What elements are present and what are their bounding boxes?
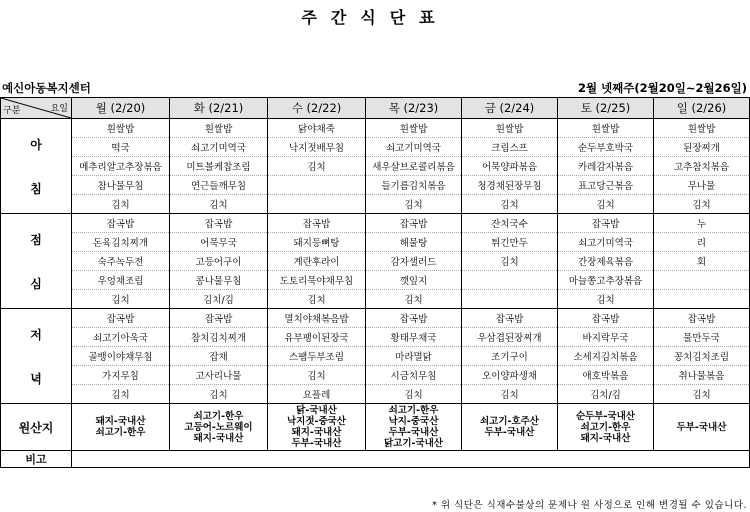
menu-item: 오이양파생채 — [462, 366, 558, 385]
day-header: 목 (2/23) — [366, 98, 462, 119]
origin-cell — [170, 404, 268, 451]
menu-item: 어묵무국 — [170, 233, 268, 252]
menu-item: 무나물 — [654, 176, 750, 195]
menu-item: 떡국 — [72, 138, 170, 157]
menu-item: 흰쌀밥 — [462, 119, 558, 138]
menu-item: 잡곡밥 — [72, 309, 170, 328]
menu-row — [1, 328, 750, 347]
menu-row — [1, 157, 750, 176]
menu-item: 김치 — [366, 290, 462, 309]
meal-label — [1, 309, 72, 404]
origin-line: 돼지-국내산 — [291, 427, 342, 438]
menu-item: 새우살브로콜리볶음 — [366, 157, 462, 176]
menu-item: 청경채된장무침 — [462, 176, 558, 195]
day-header: 월 (2/20) — [72, 98, 170, 119]
origin-line: 두부-국내산 — [291, 438, 342, 449]
menu-item: 참치김치찌개 — [170, 328, 268, 347]
menu-item: 요플레 — [268, 385, 366, 404]
menu-item: 흰쌀밥 — [72, 119, 170, 138]
origin-line: 낙지젓-중국산 — [286, 416, 346, 427]
menu-item: 가지무침 — [72, 366, 170, 385]
day-header: 화 (2/21) — [170, 98, 268, 119]
menu-item: 잡곡밥 — [558, 309, 654, 328]
menu-item — [654, 271, 750, 290]
menu-item: 돼지등뼈탕 — [268, 233, 366, 252]
day-header: 금 (2/24) — [462, 98, 558, 119]
menu-item — [462, 271, 558, 290]
menu-item: 누 — [654, 214, 750, 233]
menu-row — [1, 233, 750, 252]
menu-item: 김치 — [72, 195, 170, 214]
menu-item: 리 — [654, 233, 750, 252]
menu-row — [1, 309, 750, 328]
corner-day-label: 요일 — [50, 104, 68, 114]
menu-item: 크림스프 — [462, 138, 558, 157]
menu-item: 어묵양파볶음 — [462, 157, 558, 176]
menu-row — [1, 290, 750, 309]
menu-item: 김치 — [170, 195, 268, 214]
menu-item: 김치 — [462, 252, 558, 271]
menu-item: 마늘쫑고추장볶음 — [558, 271, 654, 290]
origin-line: 낙지-중국산 — [388, 416, 439, 427]
menu-item: 김치 — [366, 195, 462, 214]
menu-item: 마라멸닭 — [366, 347, 462, 366]
origin-label: 원산지 — [1, 404, 72, 451]
menu-row — [1, 138, 750, 157]
menu-item: 회 — [654, 252, 750, 271]
menu-item: 쇠고기미역국 — [170, 138, 268, 157]
meal-label-bottom: 녁 — [30, 371, 42, 386]
origin-line: 돼지-국내산 — [95, 416, 146, 427]
menu-item: 잔치국수 — [462, 214, 558, 233]
note-cell — [72, 451, 750, 468]
menu-item: 김치 — [462, 385, 558, 404]
menu-item: 바지락무국 — [558, 328, 654, 347]
meal-body — [1, 119, 750, 404]
page-title: 주간식단표 — [301, 8, 449, 27]
menu-item: 김치 — [170, 385, 268, 404]
menu-row — [1, 195, 750, 214]
meal-label-top: 저 — [30, 327, 42, 342]
menu-item: 김치 — [462, 195, 558, 214]
header-row — [1, 98, 750, 119]
meal-label-top: 점 — [30, 232, 42, 247]
menu-item: 물만두국 — [654, 328, 750, 347]
menu-row — [1, 119, 750, 138]
menu-item — [462, 290, 558, 309]
menu-item: 취나물볶음 — [654, 366, 750, 385]
origin-cell — [268, 404, 366, 451]
menu-item: 콩나물무침 — [170, 271, 268, 290]
menu-item: 조기구이 — [462, 347, 558, 366]
day-header: 토 (2/25) — [558, 98, 654, 119]
menu-item: 흰쌀밥 — [170, 119, 268, 138]
menu-item: 간장제육볶음 — [558, 252, 654, 271]
menu-item: 감자샐러드 — [366, 252, 462, 271]
menu-item: 소세지김치볶음 — [558, 347, 654, 366]
menu-item: 잡곡밥 — [268, 214, 366, 233]
menu-item: 꽁치김치조림 — [654, 347, 750, 366]
menu-item: 김치 — [654, 195, 750, 214]
menu-item: 들기름김치볶음 — [366, 176, 462, 195]
origin-row — [1, 404, 750, 451]
menu-item — [268, 195, 366, 214]
menu-row — [1, 366, 750, 385]
menu-item: 된장찌개 — [654, 138, 750, 157]
menu-item: 잡곡밥 — [170, 214, 268, 233]
menu-item: 김치 — [72, 290, 170, 309]
menu-item: 미트볼케찹조림 — [170, 157, 268, 176]
menu-item: 골뱅이야채무침 — [72, 347, 170, 366]
origin-line: 쇠고기-호주산 — [479, 416, 539, 427]
menu-item: 쇠고기미역국 — [558, 233, 654, 252]
note-row — [1, 451, 750, 468]
menu-item: 잡곡밥 — [366, 214, 462, 233]
menu-item: 김치 — [654, 385, 750, 404]
menu-item: 애호박볶음 — [558, 366, 654, 385]
menu-item: 황태무채국 — [366, 328, 462, 347]
note-label: 비고 — [1, 451, 72, 468]
menu-item: 잡곡밥 — [462, 309, 558, 328]
menu-item: 돈육김치찌개 — [72, 233, 170, 252]
menu-row — [1, 385, 750, 404]
menu-item: 흰쌀밥 — [366, 119, 462, 138]
menu-item: 깻잎지 — [366, 271, 462, 290]
menu-item: 김치 — [268, 290, 366, 309]
menu-item: 고추참치볶음 — [654, 157, 750, 176]
menu-item: 고등어구이 — [170, 252, 268, 271]
menu-item: 도토리묵야채무침 — [268, 271, 366, 290]
origin-cell — [654, 404, 750, 451]
menu-item: 김치/김 — [558, 385, 654, 404]
menu-row — [1, 176, 750, 195]
center-name: 예신아동복지센터 — [2, 81, 91, 95]
menu-item: 계란후라이 — [268, 252, 366, 271]
corner-cell — [1, 98, 72, 119]
menu-item: 잡곡밥 — [366, 309, 462, 328]
menu-item: 잡곡밥 — [558, 214, 654, 233]
origin-line: 쇠고기-한우 — [193, 410, 244, 422]
menu-item: 김치 — [268, 157, 366, 176]
meal-label-bottom: 침 — [30, 181, 42, 196]
origin-line: 돼지-국내산 — [580, 432, 631, 444]
menu-item: 스팸두부조림 — [268, 347, 366, 366]
day-header: 수 (2/22) — [268, 98, 366, 119]
origin-line: 닭-국내산 — [296, 405, 337, 416]
origin-line: 쇠고기-한우 — [95, 427, 146, 438]
menu-item: 카레감자볶음 — [558, 157, 654, 176]
origin-line: 닭고기-국내산 — [383, 438, 443, 449]
menu-item: 잡채 — [170, 347, 268, 366]
notice-text: * 위 식단은 식재수불상의 문제나 원 사정으로 인해 변경될 수 있습니다. — [432, 500, 747, 511]
menu-item: 쇠고기미역국 — [366, 138, 462, 157]
origin-cell — [72, 404, 170, 451]
origin-cell — [558, 404, 654, 451]
menu-item: 낙지젓배무침 — [268, 138, 366, 157]
menu-item: 잡곡밥 — [170, 309, 268, 328]
origin-line: 순두부-국내산 — [575, 410, 635, 422]
menu-item — [268, 176, 366, 195]
menu-row — [1, 252, 750, 271]
origin-cell — [366, 404, 462, 451]
menu-item: 숙주녹두전 — [72, 252, 170, 271]
menu-item: 순두부호박국 — [558, 138, 654, 157]
menu-item: 김치 — [366, 385, 462, 404]
origin-line: 돼지-국내산 — [193, 432, 244, 444]
menu-row — [1, 214, 750, 233]
menu-item: 메추리알고추장볶음 — [72, 157, 170, 176]
origin-cell — [462, 404, 558, 451]
menu-item: 김치 — [558, 195, 654, 214]
meal-label — [1, 119, 72, 214]
menu-item: 김치 — [268, 366, 366, 385]
meal-label-top: 아 — [30, 137, 42, 152]
origin-line: 고등어-노르웨이 — [184, 421, 253, 433]
menu-item: 참나물무침 — [72, 176, 170, 195]
meal-label-bottom: 심 — [30, 276, 42, 291]
menu-item: 닭야채죽 — [268, 119, 366, 138]
menu-item: 잡곡밥 — [654, 309, 750, 328]
menu-item: 김치 — [558, 290, 654, 309]
menu-item: 잡곡밥 — [72, 214, 170, 233]
menu-item: 흰쌀밥 — [654, 119, 750, 138]
menu-item: 시금치무침 — [366, 366, 462, 385]
menu-row — [1, 347, 750, 366]
menu-item: 멸치야채볶음밥 — [268, 309, 366, 328]
menu-item: 흰쌀밥 — [558, 119, 654, 138]
menu-item: 유부팽이된장국 — [268, 328, 366, 347]
menu-item: 김치/김 — [170, 290, 268, 309]
menu-item: 연근들깨무침 — [170, 176, 268, 195]
menu-item: 튀긴만두 — [462, 233, 558, 252]
week-label: 2월 넷째주(2월20일~2월26일) — [577, 81, 747, 95]
menu-item: 김치 — [72, 385, 170, 404]
menu-item: 쇠고기아욱국 — [72, 328, 170, 347]
menu-row — [1, 271, 750, 290]
menu-table — [0, 97, 750, 468]
menu-item: 해물탕 — [366, 233, 462, 252]
origin-line: 두부-국내산 — [676, 421, 727, 433]
menu-item: 표고당근볶음 — [558, 176, 654, 195]
menu-item: 우삼겹된장찌개 — [462, 328, 558, 347]
menu-item: 우엉채조림 — [72, 271, 170, 290]
menu-item: 고사리나물 — [170, 366, 268, 385]
origin-line: 쇠고기-한우 — [388, 405, 439, 416]
origin-line: 쇠고기-한우 — [580, 421, 631, 433]
origin-line: 두부-국내산 — [484, 427, 535, 438]
corner-group-label: 구분 — [3, 106, 21, 116]
menu-item — [654, 290, 750, 309]
day-header: 일 (2/26) — [654, 98, 750, 119]
meal-label — [1, 214, 72, 309]
origin-line: 두부-국내산 — [388, 427, 439, 438]
